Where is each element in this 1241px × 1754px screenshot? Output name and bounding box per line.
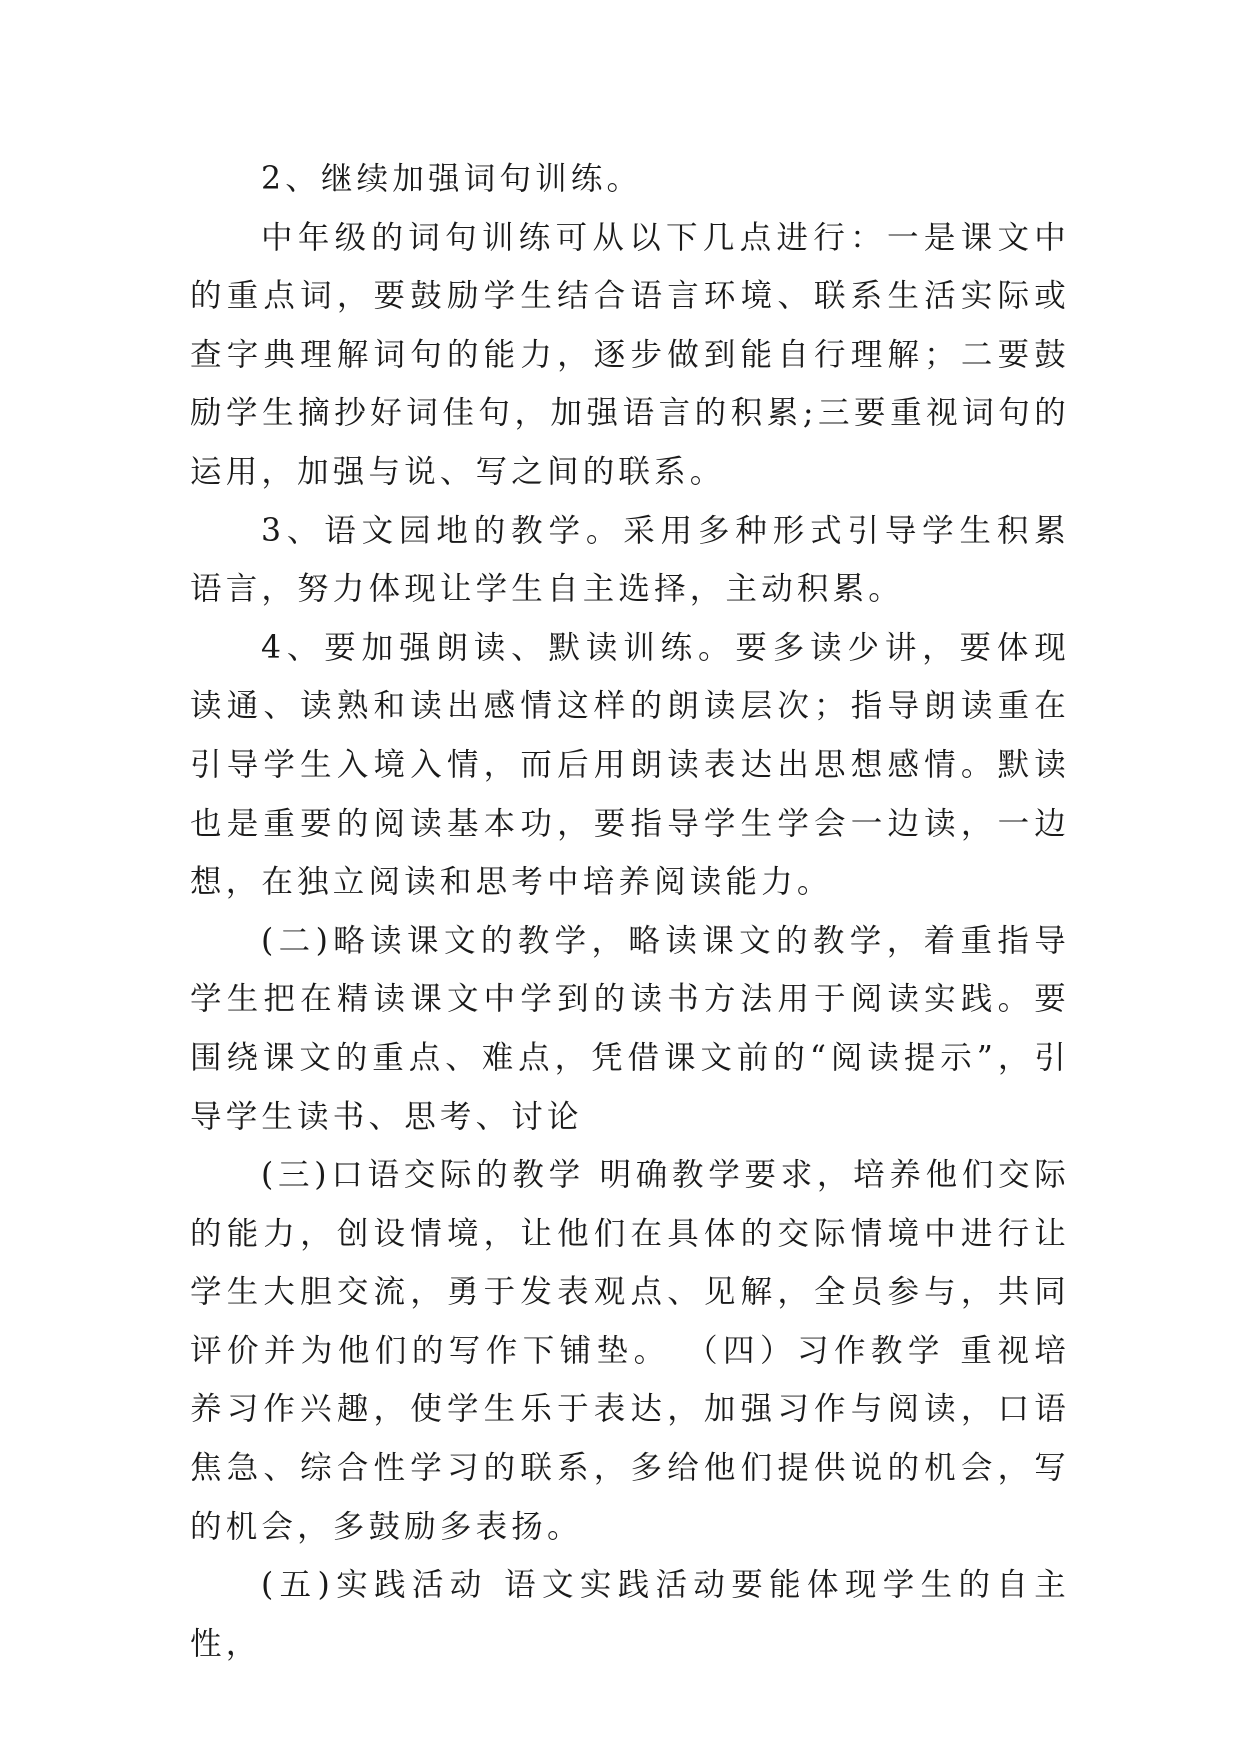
paragraph-item-3-chinese-garden: 3、语文园地的教学。采用多种形式引导学生积累语言，努力体现让学生自主选择，主动积累。: [190, 512, 1070, 608]
paragraph-section-5-practice-activities: (五)实践活动 语文实践活动要能体现学生的自主性，: [190, 1567, 1070, 1662]
document-body: [190, 150, 1070, 1673]
paragraph-section-3-oral-communication: (三)口语交际的教学 明确教学要求，培养他们交际的能力，创设情境，让他们在具体的交际情境中进行让学生大胆交流，勇于发表观点、见解，全员参与，共同评价并为他们的写作下铺垫。 （四）习作教学 重视培养习作兴趣，使学生乐于表达，加强习作与阅读，口语焦急、综合性学习的联系，多给他们提供说的机会，写的机会，多鼓励多表扬。: [190, 1157, 1070, 1545]
paragraph-item-2-continue-word-training: 2、继续加强词句训练。: [261, 161, 643, 197]
paragraph-item-4-reading-training: 4、要加强朗读、默读训练。要多读少讲，要体现读通、读熟和读出感情这样的朗读层次；指导朗读重在引导学生入境入情，而后用朗读表达出思想感情。默读也是重要的阅读基本功，要指导学生学会一边读，一边想，在独立阅读和思考中培养阅读能力。: [190, 629, 1070, 901]
paragraph-section-2-skim-reading: (二)略读课文的教学，略读课文的教学，着重指导学生把在精读课文中学到的读书方法用于阅读实践。要围绕课文的重点、难点，凭借课文前的“阅读提示”，引导学生读书、思考、讨论: [190, 922, 1070, 1135]
paragraph-middle-grade-word-training: 中年级的词句训练可从以下几点进行：一是课文中的重点词，要鼓励学生结合语言环境、联系生活实际或查字典理解词句的能力，逐步做到能自行理解；二要鼓励学生摘抄好词佳句，加强语言的积累;三要重视词句的运用，加强与说、写之间的联系。: [190, 219, 1070, 490]
